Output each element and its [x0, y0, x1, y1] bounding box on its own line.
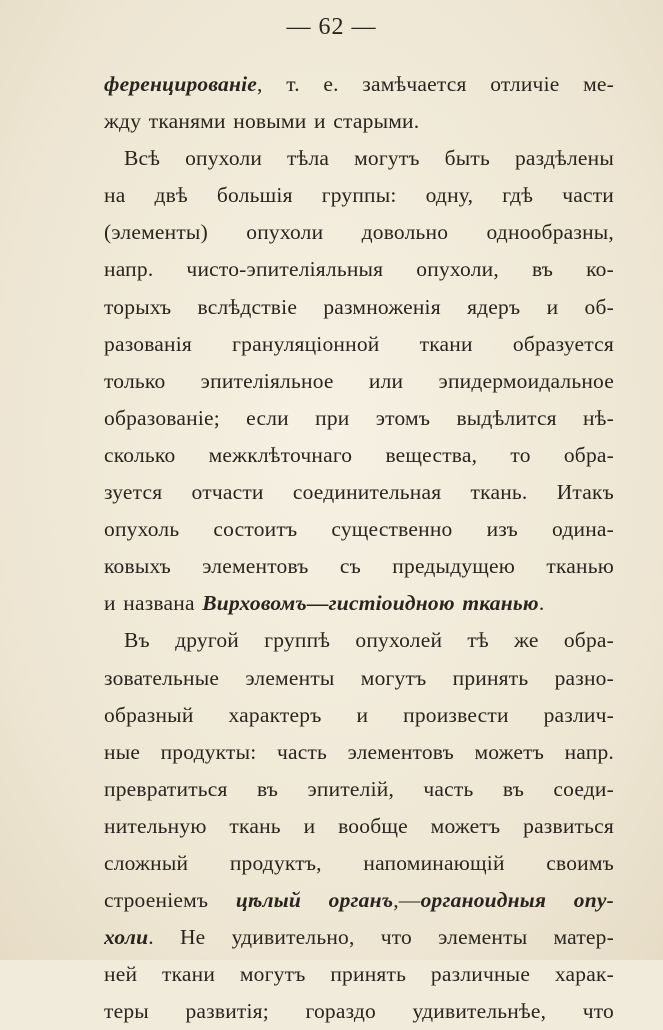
text-segment: Всѣ опухоли тѣла могутъ быть раздѣлены — [124, 146, 614, 171]
text-line — [104, 660, 614, 697]
text-segment: превратиться въ эпителій, часть въ соеди- — [104, 776, 614, 801]
text-segment: ,— — [393, 888, 421, 913]
text-line — [104, 214, 614, 251]
text-segment: образованіе; если при этомъ выдѣлится нѣ- — [104, 405, 614, 430]
text-line — [104, 66, 614, 103]
text-segment: только эпителіяльное или эпидермоидальное — [104, 368, 614, 393]
italic-term: ференцированіе — [104, 72, 258, 96]
text-line — [104, 882, 614, 919]
text-line — [104, 177, 614, 214]
text-segment: . Не удивительно, что элементы матер- — [148, 925, 614, 950]
text-segment: на двѣ большія группы: одну, гдѣ части — [104, 183, 614, 208]
text-segment: зуется отчасти соединительная ткань. Итакъ — [104, 480, 614, 505]
body-text — [104, 66, 614, 1030]
text-line — [104, 103, 614, 140]
italic-term: цѣлый органъ — [235, 888, 394, 913]
text-segment: теры развитія; гораздо удивительнѣе, что — [104, 999, 614, 1024]
text-segment: ные продукты: часть элементовъ можетъ напр. — [104, 739, 614, 764]
text-segment: сложный продуктъ, напоминающій своимъ — [104, 850, 614, 875]
text-line — [104, 363, 614, 400]
text-segment: образный характеръ и произвести различ- — [104, 702, 614, 727]
text-segment: опухоль состоитъ существенно изъ одина- — [104, 517, 614, 542]
text-segment: торыхъ вслѣдствіе размноженія ядеръ и об- — [104, 294, 614, 319]
text-line — [104, 734, 614, 771]
text-segment: сколько межклѣточнаго вещества, то обра- — [104, 442, 614, 467]
text-segment: (элементы) опухоли довольно однообразны, — [104, 220, 614, 245]
text-line — [104, 326, 614, 363]
text-line — [104, 140, 614, 177]
text-line — [104, 771, 614, 808]
text-line — [104, 511, 614, 548]
italic-term: Вирховомъ—гистіоидною тканью — [202, 591, 539, 616]
text-segment: , т. е. замѣчается отличіе ме- — [257, 72, 614, 96]
italic-term: холи — [104, 925, 149, 950]
text-line — [104, 808, 614, 845]
text-line — [104, 437, 614, 474]
page-number: — 62 — — [286, 14, 377, 40]
italic-term: органоидныя опу- — [420, 888, 614, 913]
text-segment: и названа — [104, 591, 203, 616]
text-line — [104, 289, 614, 326]
text-segment: ковыхъ элементовъ съ предыдущею тканью — [104, 554, 614, 579]
text-segment: . — [538, 591, 545, 616]
text-line — [104, 474, 614, 511]
text-line — [104, 845, 614, 882]
text-segment: жду тканями новыми и старыми. — [104, 109, 420, 134]
text-segment: ней ткани могутъ принять различные харак- — [104, 962, 614, 987]
text-line — [104, 919, 614, 956]
text-line — [104, 956, 614, 993]
text-segment: нительную ткань и вообще можетъ развиться — [104, 813, 614, 838]
text-segment: зовательные элементы могутъ принять разно- — [104, 665, 614, 690]
text-segment: разованія грануляціонной ткани образуется — [104, 331, 614, 356]
text-line — [104, 697, 614, 734]
text-line — [104, 622, 614, 659]
text-line — [104, 251, 614, 288]
text-segment: Въ другой группѣ опухолей тѣ же обра- — [124, 628, 614, 653]
text-line — [104, 585, 614, 622]
text-segment: строеніемъ — [104, 888, 236, 913]
text-line — [104, 548, 614, 585]
text-line — [104, 993, 614, 1030]
text-line — [104, 400, 614, 437]
text-segment: напр. чисто-эпителіяльныя опухоли, въ ко- — [104, 257, 614, 282]
